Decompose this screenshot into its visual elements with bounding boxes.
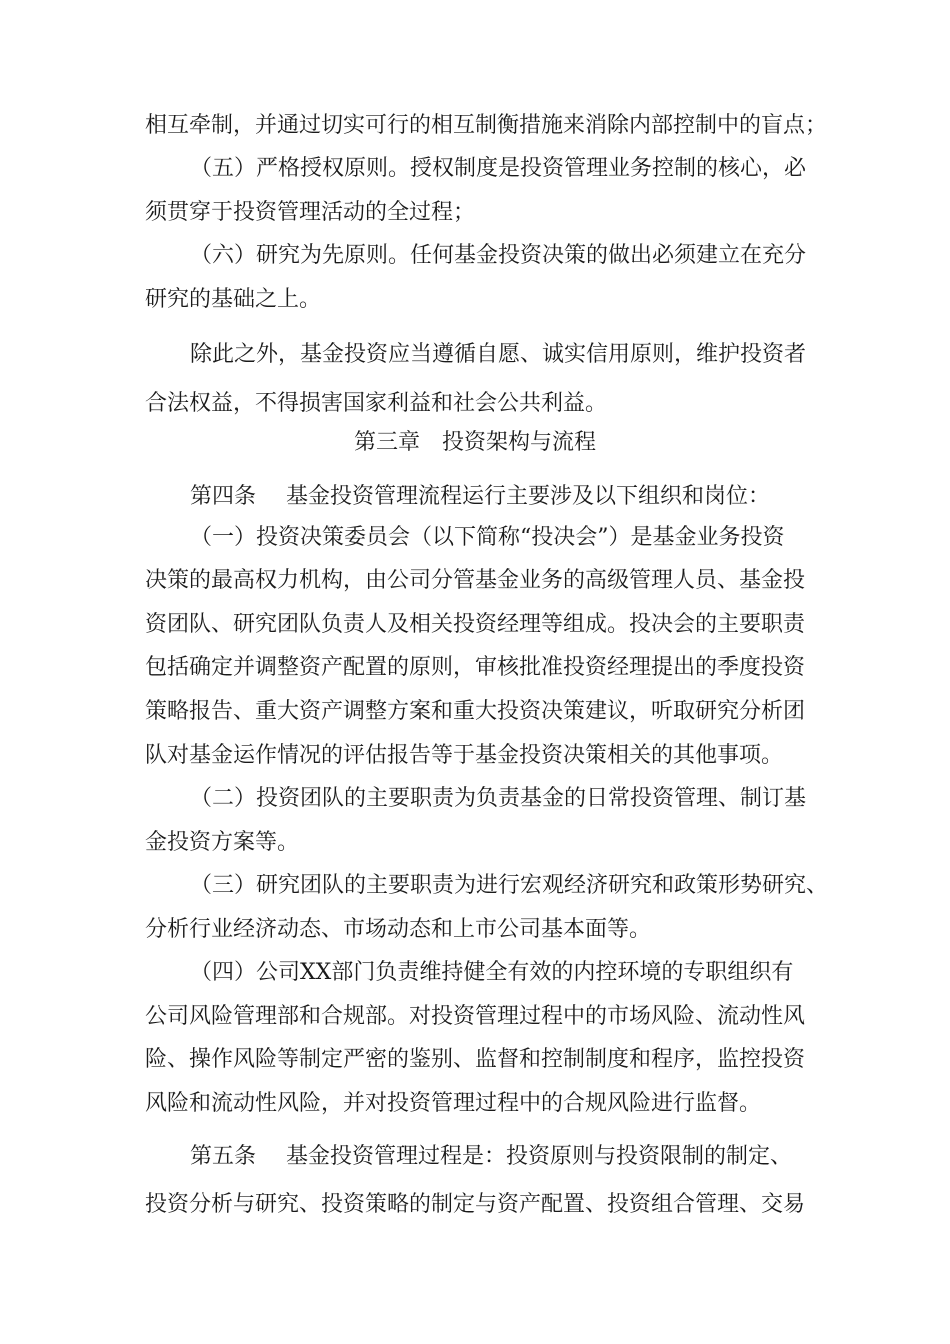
text-line: 决策的最高权力机构，由公司分管基金业务的高级管理人员、基金投 [145, 568, 806, 593]
article-line [190, 1142, 792, 1172]
text-line: 金投资方案等。 [145, 830, 300, 855]
text-line: 合法权益，不得损害国家利益和社会公共利益。 [145, 391, 608, 416]
text-line: （二）投资团队的主要职责为负责基金的日常投资管理、制订基 [190, 786, 807, 811]
text-line: 投资分析与研究、投资策略的制定与资产配置、投资组合管理、交易 [145, 1192, 806, 1217]
text-line: 研究的基础之上。 [145, 287, 322, 312]
article-text: 基金投资管理过程是：投资原则与投资限制的制定、 [286, 1144, 793, 1169]
text-line: 风险和流动性风险，并对投资管理过程中的合规风险进行监督。 [145, 1091, 762, 1116]
text-line: 策略报告、重大资产调整方案和重大投资决策建议，听取研究分析团 [145, 699, 806, 724]
article-number: 第五条 [190, 1144, 257, 1169]
chapter-heading: 第三章 投资架构与流程 [353, 430, 596, 455]
text-line: （五）严格授权原则。授权制度是投资管理业务控制的核心，必 [190, 156, 807, 181]
article-text: 基金投资管理流程运行主要涉及以下组织和岗位： [286, 484, 771, 509]
text-line: （一）投资决策委员会（以下简称“投决会”）是基金业务投资 [190, 525, 785, 550]
text-line: 险、操作风险等制定严密的鉴别、监督和控制制度和程序，监控投资 [145, 1047, 806, 1072]
text-line: 资团队、研究团队负责人及相关投资经理等组成。投决会的主要职责 [145, 612, 806, 637]
text-line: （三）研究团队的主要职责为进行宏观经济研究和政策形势研究、 [190, 873, 829, 898]
article-line [190, 482, 770, 512]
text-line: （六）研究为先原则。任何基金投资决策的做出必须建立在充分 [190, 243, 807, 268]
text-line: 包括确定并调整资产配置的原则，审核批准投资经理提出的季度投资 [145, 655, 806, 680]
text-line: （四）公司XX部门负责维持健全有效的内控环境的专职组织有 [190, 960, 794, 985]
text-line: 相互牵制，并通过切实可行的相互制衡措施来消除内部控制中的盲点； [145, 113, 828, 138]
text-line: 除此之外，基金投资应当遵循自愿、诚实信用原则，维护投资者 [190, 342, 807, 367]
text-line: 须贯穿于投资管理活动的全过程； [145, 200, 476, 225]
text-line: 队对基金运作情况的评估报告等于基金投资决策相关的其他事项。 [145, 743, 784, 768]
article-number: 第四条 [190, 484, 257, 509]
text-line: 公司风险管理部和合规部。对投资管理过程中的市场风险、流动性风 [145, 1004, 806, 1029]
text-line: 分析行业经济动态、市场动态和上市公司基本面等。 [145, 917, 652, 942]
